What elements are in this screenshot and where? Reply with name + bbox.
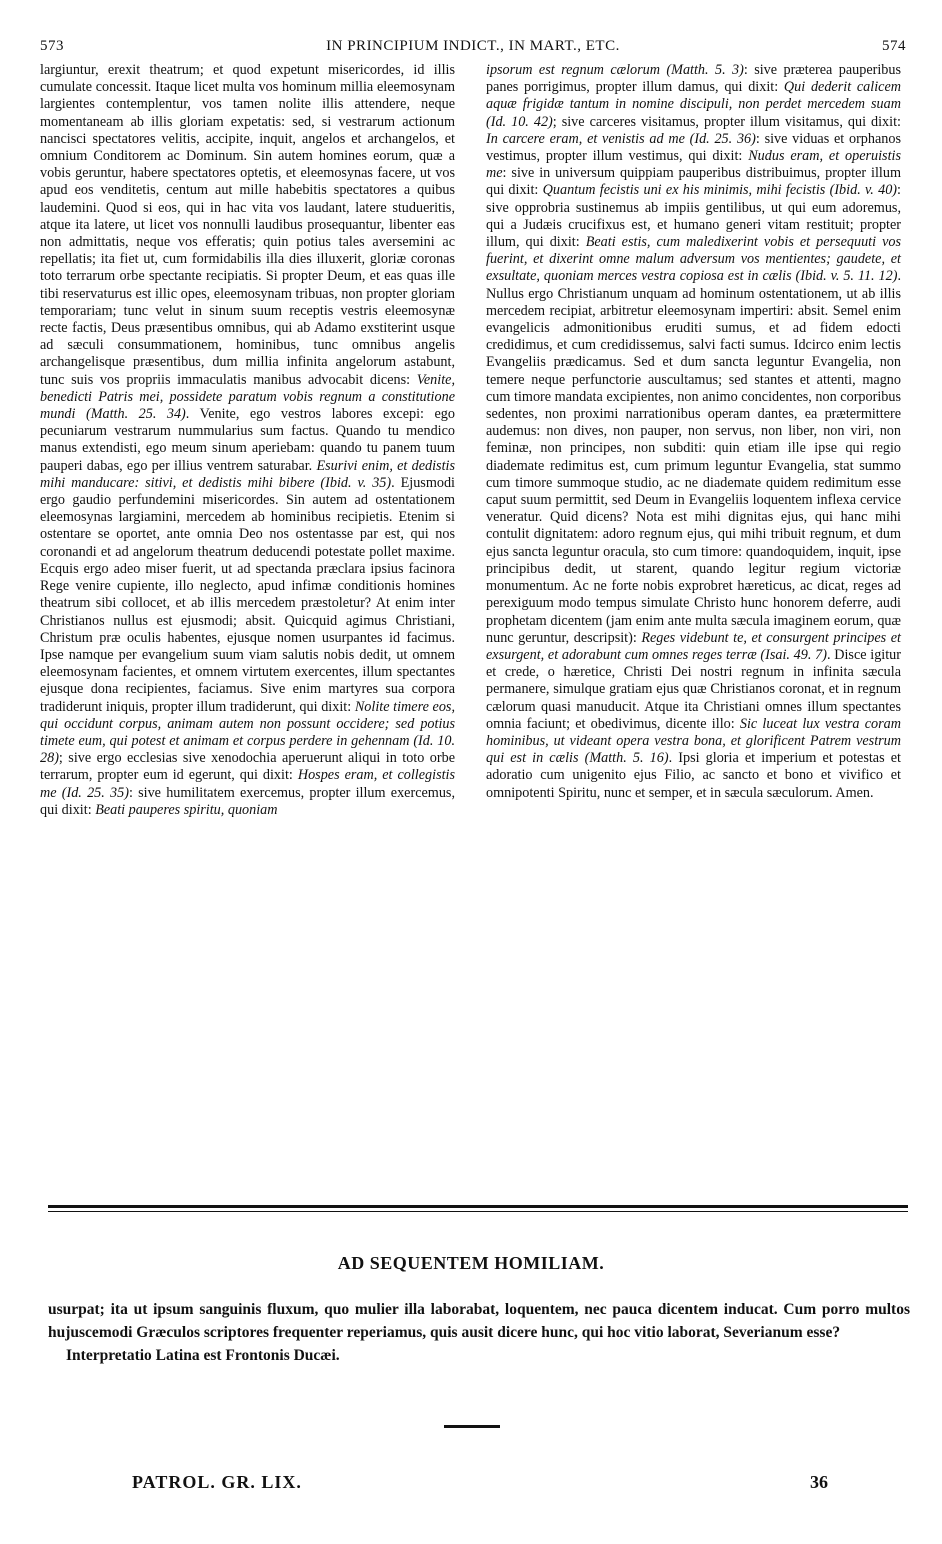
thick-rule: [48, 1205, 908, 1208]
left-column: [40, 62, 455, 819]
page-number-right: 574: [882, 38, 906, 54]
translator-credit: Interpretatio Latina est Frontonis Ducæi.: [66, 1347, 340, 1364]
note-paragraph: usurpat; ita ut ipsum sanguinis fluxum, quo mulier illa laborabat, loquentem, nec pauca dicentem inducat. Cum porro multos hujuscemodi Græculos scriptores frequenter reperiamus, quis ausit dicere hunc, qui hoc vitio laborat, Severianum esse?: [48, 1301, 910, 1341]
section-heading: AD SEQUENTEM HOMILIAM.: [337, 1253, 605, 1273]
volume-signature: PATROL. GR. LIX.: [132, 1472, 302, 1492]
thin-rule: [48, 1211, 908, 1212]
running-title: IN PRINCIPIUM INDICT., IN MART., ETC.: [326, 38, 620, 54]
running-head: [40, 38, 906, 58]
paragraph: ipsorum est regnum cælorum (Matth. 5. 3): sive præterea pauperibus panes porrigimus, propter illum damus, qui dixit: Qui dederit calicem aquæ frigidæ tantum in nomine discipuli, non perdet mercedem suam (Id. 10. 42); sive carceres visitamus, propter illum visitamus, qui dixit: In carcere eram, et venistis ad me (Id. 25. 36): sive viduas et orphanos vestimus, propter illum vestimus, qui dixit: Nudus eram, et operuistis me: sive in universum quippiam pauperibus distribuimus, propter illum qui dixit: Quantum fecistis uni ex his minimis, mihi fecistis (Ibid. v. 40): sive opprobria sustinemus ab impiis gentilibus, ut qui eum adoremus, qui a Judæis crucifixus est, et humano generi vitam restituit; propter illum, qui dixit: Beati estis, cum maledixerint vobis et persequuti vos fuerint, et dixerint omne malum adversum vos mentientes; gaudete, et exsultate, quoniam merces vestra copiosa est in cælis (Ibid. v. 5. 11. 12). Nullus ergo Christianum unquam ad hominum ostentationem, ut ab illis mercedem recipiat, arbitretur eleemosynam impertiri: absit. Semel enim evangelicis admonitionibus eruditi sumus, et ad fidem edocti credidimus, et cum credidissemus, salvi facti sumus. Idcirco enim lectis Evangeliis prædicamus. Sed et dum sancta leguntur Evangelia, non temere neque perfunctorie auscultamus; sed stantes et attenti, magno cum timore mandata excipientes, non animo concidentes, non corporibus sedentes, non proximi narrationibus operam dantes, ea prætermittere audemus: non dives, non pauper, non servus, non liber, non viri, non feminæ, non principes, non subditi: quin etiam ille ipse qui regio diademate redimitus est, cum primum leguntur Evangelia, stat summo cum timore summoque studio, ac ne diademate quidem redimitum esse caput suum permittit, sed Deum in Evangeliis loquentem inflexa cervice veneratur. Quid dicens? Nota est mihi dignitas ejus, qui hanc mihi contulit dignitatem: adoro regnum ejus, qui mihi tribuit regnum, et dum ejus sancta leguntur oracula, sto cum timore: quandoquidem, inquit, ipse principibus dedit, ut starent, quando legitur regium victoriæ monumentum. Ac ne forte nobis exprobret hæreticus, ac dicat, reges ad perexiguum modo tempus simulate Christo hunc honorem deferre, audi prophetam dicentem (jam enim ante multa sæcula imaginem eorum, quæ nunc geruntur, descripsit): Reges videbunt te, et consurgent principes et exsurgent, et adorabunt cum omnes reges terræ (Isai. 49. 7). Disce igitur et crede, o hæretice, Christi Dei nostri regnum in infinita sæcula permanere, simulque gratiam ejus quæ Christianos coronat, et in regnum cælorum quasi manuducit. Atque ita Christiani omnes illum spectantes omnia faciunt; et obedivimus, dicente illo: Sic luceat lux vestra coram hominibus, ut videant opera vestra bona, et glorificent Patrem vestrum qui est in cælis (Matth. 5. 16). Ipsi gloria et imperium et potestas et adoratio cum unigenito ejus Filio, ac sancto et bono et vivifico et omnipotenti Spiritu, nunc et semper, et in sæcula sæculorum. Amen.: [486, 62, 901, 801]
double-rule-divider: [48, 1205, 908, 1212]
introductory-note: [48, 1298, 910, 1367]
text-columns: [40, 62, 906, 1202]
paragraph: largiuntur, erexit theatrum; et quod expetunt misericordes, id illis cumulate concessit. Itaque licet multa vos hominum millia eleemosynam largientes contemplentur, vos tamen nolite illis attendere, neque momentaneam ab illis gloriam expetatis: sed, si vestrarum actionum nancisci spectatores velitis, accipite, inquit, angelos et archangelos, et omnium Conditorem ac Dominum. Sin autem homines eorum, quæ a vobis geruntur, habere spectatores optetis, et eleemosynas facere, ut vos apud eos venditetis, centum aut mille habebitis spectatores a quibus laudemini. Quod si eos, qui in hac vita vos laudant, latere studueritis, atque ita latere, ut licet vos nonnulli laudibus prosequantur, libenter eas non admittatis, neque vos efferatis; quin potius tales aversemini ac repellatis; ita fiet ut, cum formidabilis illa dies illuxerit, gloriæ coronas toto terrarum orbe spectante recipiatis. Si propter Deum, et eas quas ille tibi reservaturus est illic opes, eleemosynam tribuas, non propter gloriam temporariam; tunc velut in sinum suum receptis vestris eleemosynæ recte factis, Deus præsentibus omnibus, qui ab Adamo exstiterint usque ad sæculi consummationem, hominibus, tunc omnibus angelis archangelisque præsentibus, dum millia infinita angelorum astabunt, tunc suis vos propriis immaculatis manibus advocabit dicens: Venite, benedicti Patris mei, possidete paratum vobis regnum a constitutione mundi (Matth. 25. 34). Venite, ego vestros labores excepi: ego pecuniarum vestrarum nummularius sum factus. Quando tu mendico manus extendisti, ego meum sinum aperiebam: quando tu panem tuum pauperi dabas, ego per illius ventrem saturabar. Esurivi enim, et dedistis mihi manducare: sitivi, et dedistis mihi bibere (Ibid. v. 35). Ejusmodi ergo gaudio perfundemini misericordes. Sin autem ad ostentationem eleemosynas largiamini, mercedem ab hominibus recipietis. Etenim si ostentare se oportet, ante omnia Deo nos ostentasse par est, qui nos coronandi et ad angelorum theatrum deducendi potestate pollet maxime. Ecquis ergo adeo miser fuerit, ut ad spectanda præclara ipsius facinora Rege venire cupiente, illo neglecto, apud infimæ conditionis homines theatrum sibi collocet, et ab illis mercedem præstoletur? At enim inter Christianos nullus est ejusmodi; absit. Quicquid agimus Christiani, Christum præ oculis habentes, ejusque nomen usurpantes id facimus. Ipse namque per evangelium suum viam salutis nobis dedit, ut omnem eleemosynam facientes, et omnem virtutem exercentes, illum spectantes ejusque dona recipientes, faciamus. Sive enim martyres sua corpora tradiderunt iniquis, propter illum tradiderunt, qui dixit: Nolite timere eos, qui occidunt corpus, animam autem non possunt occidere; sed potius timete eum, qui potest et animam et corpus perdere in gehennam (Id. 10. 28); sive ergo ecclesias sive xenodochia aperuerunt aliqui in toto orbe terrarum, propter eum id egerunt, qui dixit: Hospes eram, et collegistis me (Id. 25. 35): sive humilitatem exercemus, propter illum exercemus, qui dixit: Beati pauperes spiritu, quoniam: [40, 62, 456, 818]
short-rule-divider: [444, 1425, 500, 1428]
signature-number: 36: [810, 1472, 828, 1492]
right-column: [486, 62, 901, 802]
page-number-left: 573: [40, 38, 64, 54]
page-footer: [132, 1472, 828, 1496]
